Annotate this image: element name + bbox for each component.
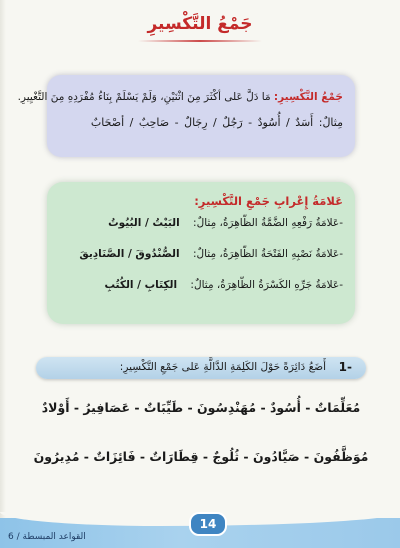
- definition-text: مَا دَلَّ عَلى أكْثَرَ مِنَ اثْنَيْنِ، وَلَمْ يَسْلَمْ بِنَاءُ مُفْرَدِهِ مِنَ التَّغْيِيرِ.: [17, 91, 271, 103]
- rules-box: [47, 182, 355, 324]
- rule-example: الكِتَابِ / الكُتُبِ: [104, 279, 178, 291]
- rule-text: -عَلامَةُ جَرِّهِ الكَسْرَةُ الظّاهِرَةُ، مِثالٌ:: [190, 279, 343, 291]
- page-title: جَمْعُ التَّكْسِيرِ: [147, 14, 253, 34]
- definition-box: [17, 75, 355, 157]
- definition-term: جَمْعُ التَّكْسِيرِ:: [273, 91, 343, 103]
- exercise-instruction: أَضَعُ دَائِرَةً حَوْلَ الكَلِمَةِ الدَّالَّةِ عَلى جَمْعِ التَّكْسِيرِ:: [119, 361, 326, 373]
- definition-line: [17, 88, 343, 106]
- rule-text: -عَلامَةُ نَصْبِهِ الفَتْحَةُ الظّاهِرَةُ، مِثالٌ:: [192, 248, 343, 260]
- rule-example: الصُّنْدُوقَ / الصَّنَادِيقَ: [79, 248, 180, 260]
- book-label: القواعد المبسطة / 6: [8, 532, 86, 542]
- rule-item-jarr: [57, 278, 343, 292]
- definition-example: مِثالٌ: أَسَدٌ / أُسُودٌ - رَجُلٌ / رِجَالٌ - صَاحِبٌ / أصْحَابٌ: [90, 116, 343, 129]
- page-edge: [0, 0, 6, 548]
- rule-item-nasb: [57, 247, 343, 261]
- rules-title: عَلامَةُ إِعْرابِ جَمْعِ التَّكْسِيرِ:: [194, 194, 343, 208]
- exercise-words-row-1[interactable]: مُعَلِّمَاتٌ - أُسُودٌ - مُهَنْدِسُونَ - طَيِّبَاتٌ - عَصَافِيرُ - أَوْلادٌ: [41, 400, 361, 415]
- rule-example: البَيْتُ / البُيُوتُ: [108, 217, 180, 229]
- rule-text: -عَلامَةُ رَفْعِهِ الضَّمَّةُ الظّاهِرَةُ، مِثالٌ:: [193, 217, 343, 229]
- title-underline: [138, 40, 262, 42]
- exercise-header: [36, 357, 366, 379]
- exercise-words-row-2[interactable]: مُوَظَّفُونَ - صَيَّادُونَ - ثُلُوجٌ - قِطَارَاتٌ - فَائِزَاتٌ - مُدِيرُونَ: [33, 449, 369, 464]
- exercise-number: 1-: [338, 360, 352, 374]
- page-number-badge: 14: [189, 512, 227, 536]
- rule-item-raf: [57, 216, 343, 230]
